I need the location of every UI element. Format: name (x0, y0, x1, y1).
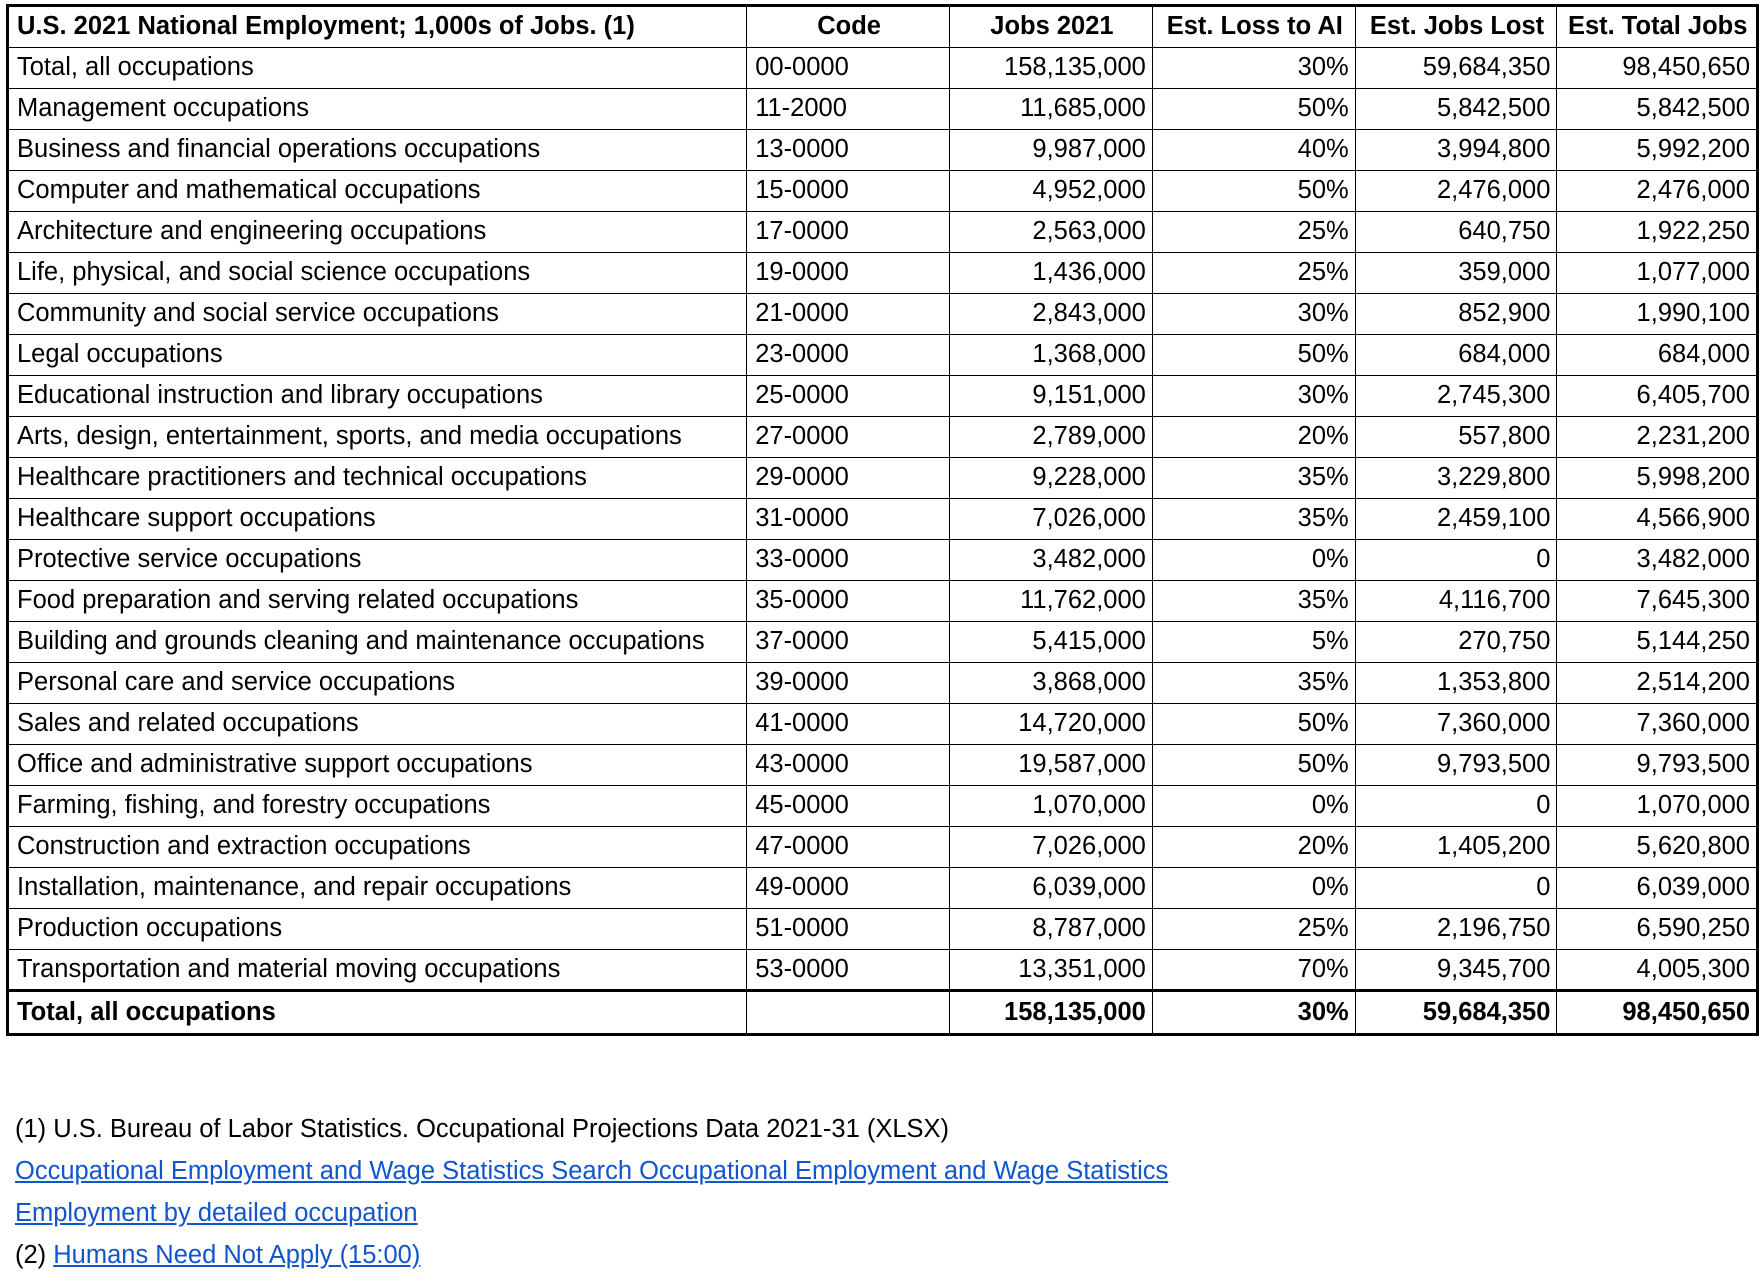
cell-jobs-2021: 5,415,000 (950, 622, 1153, 663)
cell-jobs-2021: 2,789,000 (950, 417, 1153, 458)
cell-est-jobs-lost: 852,900 (1355, 294, 1557, 335)
table-row (8, 540, 1758, 581)
table-row (8, 212, 1758, 253)
cell-est-loss-to-ai: 25% (1152, 253, 1355, 294)
cell-est-loss-to-ai: 30% (1152, 294, 1355, 335)
cell-est-total-jobs: 2,514,200 (1557, 663, 1758, 704)
table-row (8, 458, 1758, 499)
cell-occupation: Food preparation and serving related occupations (8, 581, 747, 622)
cell-est-total-jobs: 4,566,900 (1557, 499, 1758, 540)
cell-est-loss-to-ai: 30% (1152, 48, 1355, 89)
cell-est-loss-to-ai: 50% (1152, 745, 1355, 786)
oews-link[interactable]: Occupational Employment and Wage Statistics Search Occupational Employment and Wage Statistics (15, 1157, 1169, 1185)
cell-jobs-2021: 1,070,000 (950, 786, 1153, 827)
cell-est-loss-to-ai: 20% (1152, 417, 1355, 458)
cell-jobs-2021: 3,482,000 (950, 540, 1153, 581)
cell-est-loss-to-ai: 35% (1152, 458, 1355, 499)
header-est-loss-to-ai: Est. Loss to AI (1152, 6, 1355, 48)
cell-est-loss-to-ai: 35% (1152, 581, 1355, 622)
cell-est-jobs-lost: 9,345,700 (1355, 950, 1557, 991)
cell-jobs-2021: 9,151,000 (950, 376, 1153, 417)
cell-est-total-jobs: 1,077,000 (1557, 253, 1758, 294)
cell-est-total-jobs: 7,645,300 (1557, 581, 1758, 622)
cell-jobs-2021: 2,843,000 (950, 294, 1153, 335)
cell-est-loss-to-ai: 0% (1152, 868, 1355, 909)
table-row (8, 130, 1758, 171)
header-row (8, 6, 1758, 48)
cell-code: 39-0000 (747, 663, 950, 704)
cell-est-jobs-lost: 2,745,300 (1355, 376, 1557, 417)
table-row (8, 253, 1758, 294)
table-row (8, 663, 1758, 704)
table-row (8, 786, 1758, 827)
cell-est-loss-to-ai: 5% (1152, 622, 1355, 663)
cell-est-loss-to-ai: 50% (1152, 89, 1355, 130)
detailed-occupation-link-line (15, 1192, 1168, 1234)
cell-est-jobs-lost: 2,196,750 (1355, 909, 1557, 950)
cell-code: 47-0000 (747, 827, 950, 868)
cell-est-total-jobs: 1,990,100 (1557, 294, 1758, 335)
table-row (8, 48, 1758, 89)
cell-est-total-jobs: 4,005,300 (1557, 950, 1758, 991)
cell-est-total-jobs: 7,360,000 (1557, 704, 1758, 745)
cell-code: 33-0000 (747, 540, 950, 581)
cell-est-loss-to-ai: 25% (1152, 909, 1355, 950)
cell-est-total-jobs: 98,450,650 (1557, 48, 1758, 89)
cell-occupation: Sales and related occupations (8, 704, 747, 745)
cell-occupation: Healthcare practitioners and technical occupations (8, 458, 747, 499)
total-label: Total, all occupations (8, 991, 747, 1035)
cell-est-jobs-lost: 9,793,500 (1355, 745, 1557, 786)
cell-jobs-2021: 9,987,000 (950, 130, 1153, 171)
cell-occupation: Production occupations (8, 909, 747, 950)
table-row (8, 868, 1758, 909)
cell-jobs-2021: 158,135,000 (950, 48, 1153, 89)
table-row (8, 417, 1758, 458)
cell-occupation: Installation, maintenance, and repair occupations (8, 868, 747, 909)
cell-est-jobs-lost: 7,360,000 (1355, 704, 1557, 745)
table-row (8, 171, 1758, 212)
cell-est-total-jobs: 6,405,700 (1557, 376, 1758, 417)
cell-est-jobs-lost: 3,229,800 (1355, 458, 1557, 499)
cell-est-total-jobs: 9,793,500 (1557, 745, 1758, 786)
cell-est-loss-to-ai: 0% (1152, 540, 1355, 581)
cell-occupation: Computer and mathematical occupations (8, 171, 747, 212)
table-row (8, 294, 1758, 335)
cell-est-total-jobs: 1,070,000 (1557, 786, 1758, 827)
cell-occupation: Healthcare support occupations (8, 499, 747, 540)
cell-jobs-2021: 14,720,000 (950, 704, 1153, 745)
cell-code: 13-0000 (747, 130, 950, 171)
detailed-occupation-link[interactable]: Employment by detailed occupation (15, 1199, 418, 1227)
cell-est-total-jobs: 5,992,200 (1557, 130, 1758, 171)
cell-est-jobs-lost: 1,405,200 (1355, 827, 1557, 868)
cell-occupation: Community and social service occupations (8, 294, 747, 335)
cell-code: 00-0000 (747, 48, 950, 89)
cell-est-loss-to-ai: 0% (1152, 786, 1355, 827)
cell-est-loss-to-ai: 35% (1152, 663, 1355, 704)
cell-code: 27-0000 (747, 417, 950, 458)
cell-est-loss-to-ai: 50% (1152, 171, 1355, 212)
cell-est-loss-to-ai: 25% (1152, 212, 1355, 253)
cell-est-loss-to-ai: 40% (1152, 130, 1355, 171)
table-row (8, 827, 1758, 868)
total-est-total-jobs: 98,450,650 (1557, 991, 1758, 1035)
cell-est-jobs-lost: 3,994,800 (1355, 130, 1557, 171)
cell-jobs-2021: 1,436,000 (950, 253, 1153, 294)
cell-est-jobs-lost: 0 (1355, 540, 1557, 581)
header-jobs-2021: Jobs 2021 (950, 6, 1153, 48)
cell-occupation: Legal occupations (8, 335, 747, 376)
total-est-jobs-lost: 59,684,350 (1355, 991, 1557, 1035)
cell-occupation: Office and administrative support occupations (8, 745, 747, 786)
cell-jobs-2021: 2,563,000 (950, 212, 1153, 253)
cell-code: 53-0000 (747, 950, 950, 991)
cell-est-loss-to-ai: 30% (1152, 376, 1355, 417)
table-row (8, 745, 1758, 786)
cell-jobs-2021: 8,787,000 (950, 909, 1153, 950)
cell-est-total-jobs: 5,620,800 (1557, 827, 1758, 868)
cell-jobs-2021: 3,868,000 (950, 663, 1153, 704)
cell-est-total-jobs: 5,998,200 (1557, 458, 1758, 499)
cell-code: 21-0000 (747, 294, 950, 335)
cell-est-total-jobs: 2,231,200 (1557, 417, 1758, 458)
cell-est-jobs-lost: 640,750 (1355, 212, 1557, 253)
employment-table (6, 4, 1759, 1036)
header-est-total-jobs: Est. Total Jobs (1557, 6, 1758, 48)
table-row (8, 89, 1758, 130)
cell-jobs-2021: 4,952,000 (950, 171, 1153, 212)
cell-occupation: Personal care and service occupations (8, 663, 747, 704)
cell-est-jobs-lost: 2,476,000 (1355, 171, 1557, 212)
cell-est-loss-to-ai: 70% (1152, 950, 1355, 991)
cell-est-loss-to-ai: 35% (1152, 499, 1355, 540)
cell-jobs-2021: 6,039,000 (950, 868, 1153, 909)
cell-occupation: Protective service occupations (8, 540, 747, 581)
header-code: Code (747, 6, 950, 48)
cell-est-total-jobs: 6,039,000 (1557, 868, 1758, 909)
cell-est-total-jobs: 2,476,000 (1557, 171, 1758, 212)
cell-occupation: Transportation and material moving occupations (8, 950, 747, 991)
cell-code: 49-0000 (747, 868, 950, 909)
cell-est-jobs-lost: 59,684,350 (1355, 48, 1557, 89)
cell-est-loss-to-ai: 50% (1152, 704, 1355, 745)
cell-occupation: Life, physical, and social science occupations (8, 253, 747, 294)
cell-occupation: Total, all occupations (8, 48, 747, 89)
cell-jobs-2021: 9,228,000 (950, 458, 1153, 499)
cell-est-loss-to-ai: 50% (1152, 335, 1355, 376)
cell-jobs-2021: 11,685,000 (950, 89, 1153, 130)
cell-jobs-2021: 7,026,000 (950, 499, 1153, 540)
cell-code: 15-0000 (747, 171, 950, 212)
cell-est-total-jobs: 5,842,500 (1557, 89, 1758, 130)
cell-est-jobs-lost: 270,750 (1355, 622, 1557, 663)
oews-link-line (15, 1150, 1168, 1192)
cell-jobs-2021: 11,762,000 (950, 581, 1153, 622)
cell-occupation: Educational instruction and library occupations (8, 376, 747, 417)
cell-est-jobs-lost: 1,353,800 (1355, 663, 1557, 704)
table-row (8, 622, 1758, 663)
cell-jobs-2021: 1,368,000 (950, 335, 1153, 376)
humans-need-not-apply-link[interactable]: Humans Need Not Apply (15:00) (53, 1241, 421, 1269)
cell-est-total-jobs: 5,144,250 (1557, 622, 1758, 663)
cell-est-jobs-lost: 5,842,500 (1355, 89, 1557, 130)
cell-est-total-jobs: 684,000 (1557, 335, 1758, 376)
cell-occupation: Management occupations (8, 89, 747, 130)
header-occupation: U.S. 2021 National Employment; 1,000s of Jobs. (1) (8, 6, 747, 48)
cell-occupation: Building and grounds cleaning and maintenance occupations (8, 622, 747, 663)
cell-est-total-jobs: 3,482,000 (1557, 540, 1758, 581)
cell-est-loss-to-ai: 20% (1152, 827, 1355, 868)
table-row (8, 909, 1758, 950)
total-code (747, 991, 950, 1035)
table-row (8, 950, 1758, 991)
cell-occupation: Farming, fishing, and forestry occupations (8, 786, 747, 827)
cell-jobs-2021: 19,587,000 (950, 745, 1153, 786)
cell-code: 51-0000 (747, 909, 950, 950)
cell-code: 11-2000 (747, 89, 950, 130)
table-row (8, 581, 1758, 622)
table-row (8, 335, 1758, 376)
cell-occupation: Construction and extraction occupations (8, 827, 747, 868)
note-2-line (15, 1234, 1168, 1276)
cell-code: 37-0000 (747, 622, 950, 663)
cell-jobs-2021: 7,026,000 (950, 827, 1153, 868)
total-est-loss-to-ai: 30% (1152, 991, 1355, 1035)
cell-code: 23-0000 (747, 335, 950, 376)
cell-code: 25-0000 (747, 376, 950, 417)
table-row (8, 499, 1758, 540)
table-row (8, 376, 1758, 417)
cell-code: 41-0000 (747, 704, 950, 745)
cell-occupation: Business and financial operations occupations (8, 130, 747, 171)
total-jobs-2021: 158,135,000 (950, 991, 1153, 1035)
cell-est-jobs-lost: 359,000 (1355, 253, 1557, 294)
note-2-prefix: (2) (15, 1241, 54, 1269)
cell-code: 43-0000 (747, 745, 950, 786)
header-est-jobs-lost: Est. Jobs Lost (1355, 6, 1557, 48)
footnotes (15, 1108, 1168, 1276)
cell-code: 35-0000 (747, 581, 950, 622)
cell-code: 29-0000 (747, 458, 950, 499)
source-note: (1) U.S. Bureau of Labor Statistics. Occupational Projections Data 2021-31 (XLSX) (15, 1115, 950, 1143)
total-row (8, 991, 1758, 1035)
cell-est-jobs-lost: 2,459,100 (1355, 499, 1557, 540)
cell-code: 17-0000 (747, 212, 950, 253)
cell-est-jobs-lost: 0 (1355, 786, 1557, 827)
cell-jobs-2021: 13,351,000 (950, 950, 1153, 991)
cell-est-jobs-lost: 4,116,700 (1355, 581, 1557, 622)
cell-occupation: Architecture and engineering occupations (8, 212, 747, 253)
cell-est-total-jobs: 1,922,250 (1557, 212, 1758, 253)
cell-est-jobs-lost: 0 (1355, 868, 1557, 909)
cell-est-jobs-lost: 684,000 (1355, 335, 1557, 376)
cell-est-total-jobs: 6,590,250 (1557, 909, 1758, 950)
cell-occupation: Arts, design, entertainment, sports, and media occupations (8, 417, 747, 458)
cell-code: 19-0000 (747, 253, 950, 294)
cell-code: 31-0000 (747, 499, 950, 540)
cell-est-jobs-lost: 557,800 (1355, 417, 1557, 458)
cell-code: 45-0000 (747, 786, 950, 827)
table-row (8, 704, 1758, 745)
